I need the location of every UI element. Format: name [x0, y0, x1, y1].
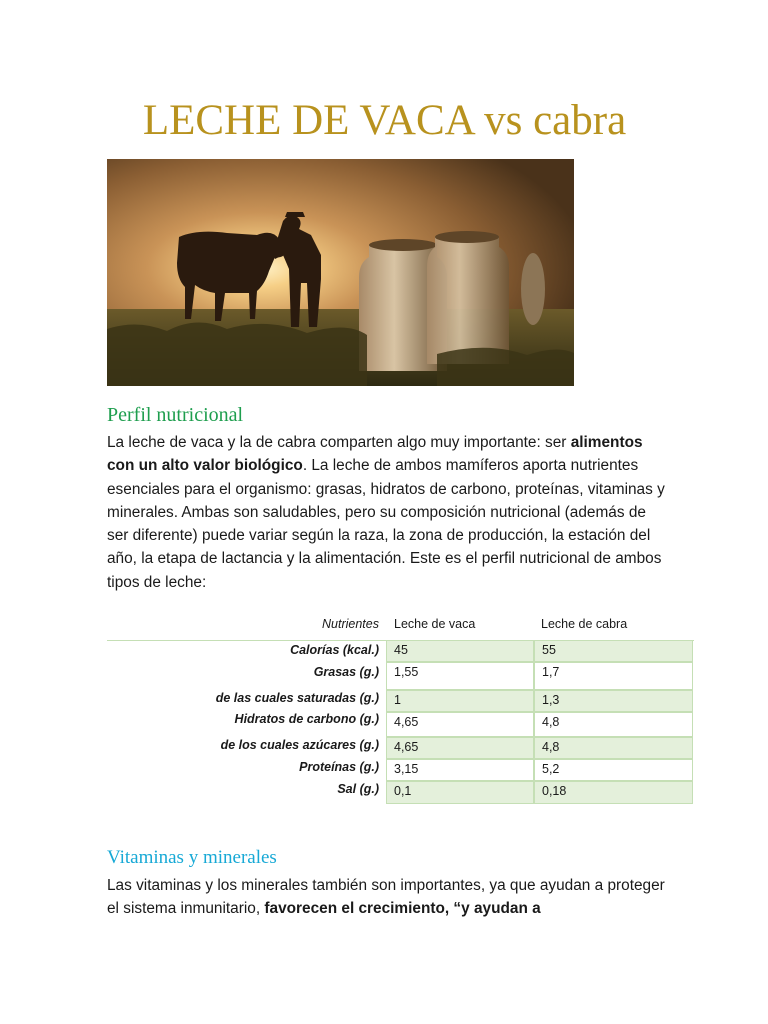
cell-vaca: 4,65 — [386, 737, 534, 759]
cell-cabra: 1,3 — [534, 690, 693, 712]
table-header — [107, 612, 694, 640]
paragraph-perfil — [107, 431, 667, 594]
row-label: Proteínas (g.) — [299, 760, 379, 774]
section-heading-perfil: Perfil nutricional — [107, 404, 244, 426]
row-label: Hidratos de carbono (g.) — [234, 712, 379, 726]
table-row — [107, 640, 694, 662]
table-row — [107, 690, 694, 712]
cow-and-milk-cans-photo — [107, 159, 574, 386]
paragraph-vitaminas-bold: favorecen el crecimiento, “y ayudan a — [264, 900, 541, 918]
row-label: de las cuales saturadas (g.) — [215, 691, 379, 705]
cell-cabra: 5,2 — [534, 759, 693, 781]
header-nutrientes: Nutrientes — [322, 617, 379, 631]
table-row — [107, 662, 694, 690]
document-title: LECHE DE VACA vs cabra — [142, 97, 627, 144]
table-row — [107, 712, 694, 737]
paragraph-vitaminas-text: Las vitaminas y los minerales también son importantes, ya que ayudan a proteger el sistema inmunitario, — [107, 877, 665, 918]
cell-vaca: 3,15 — [386, 759, 534, 781]
cell-cabra: 0,18 — [534, 781, 693, 804]
cell-vaca: 1 — [386, 690, 534, 712]
cell-vaca: 0,1 — [386, 781, 534, 804]
cell-cabra: 4,8 — [534, 712, 693, 737]
cell-cabra: 4,8 — [534, 737, 693, 759]
row-label: de los cuales azúcares (g.) — [220, 738, 379, 752]
section-heading-vitaminas: Vitaminas y minerales — [107, 847, 277, 868]
header-leche-cabra: Leche de cabra — [541, 617, 628, 631]
row-label: Sal (g.) — [337, 782, 379, 796]
cell-cabra: 1,7 — [534, 662, 693, 690]
paragraph-perfil-text-2: . La leche de ambos mamíferos aporta nutrientes esenciales para el organismo: grasas, hidratos de carbono, proteínas, vitaminas y minerales. Ambas son saludables, pero su composición nutricional (además de ser diferente) puede variar según la raza, la zona de producción, la estación del año, la etapa de lactancia y la alimentación. Este es el perfil nutricional de ambos tipos de leche: — [107, 457, 665, 591]
header-leche-vaca: Leche de vaca — [394, 617, 476, 631]
cell-vaca: 1,55 — [386, 662, 534, 690]
paragraph-vitaminas — [107, 874, 667, 921]
table-row — [107, 781, 694, 804]
cell-vaca: 45 — [386, 640, 534, 662]
cell-cabra: 55 — [534, 640, 693, 662]
table-row — [107, 759, 694, 781]
row-label: Calorías (kcal.) — [290, 643, 379, 657]
row-label: Grasas (g.) — [313, 665, 379, 679]
paragraph-perfil-text: La leche de vaca y la de cabra comparten algo muy importante: ser — [107, 434, 571, 451]
table-row — [107, 737, 694, 759]
cell-vaca: 4,65 — [386, 712, 534, 737]
paragraph-perfil-bold: alimentos con un alto valor biológico — [107, 434, 643, 475]
